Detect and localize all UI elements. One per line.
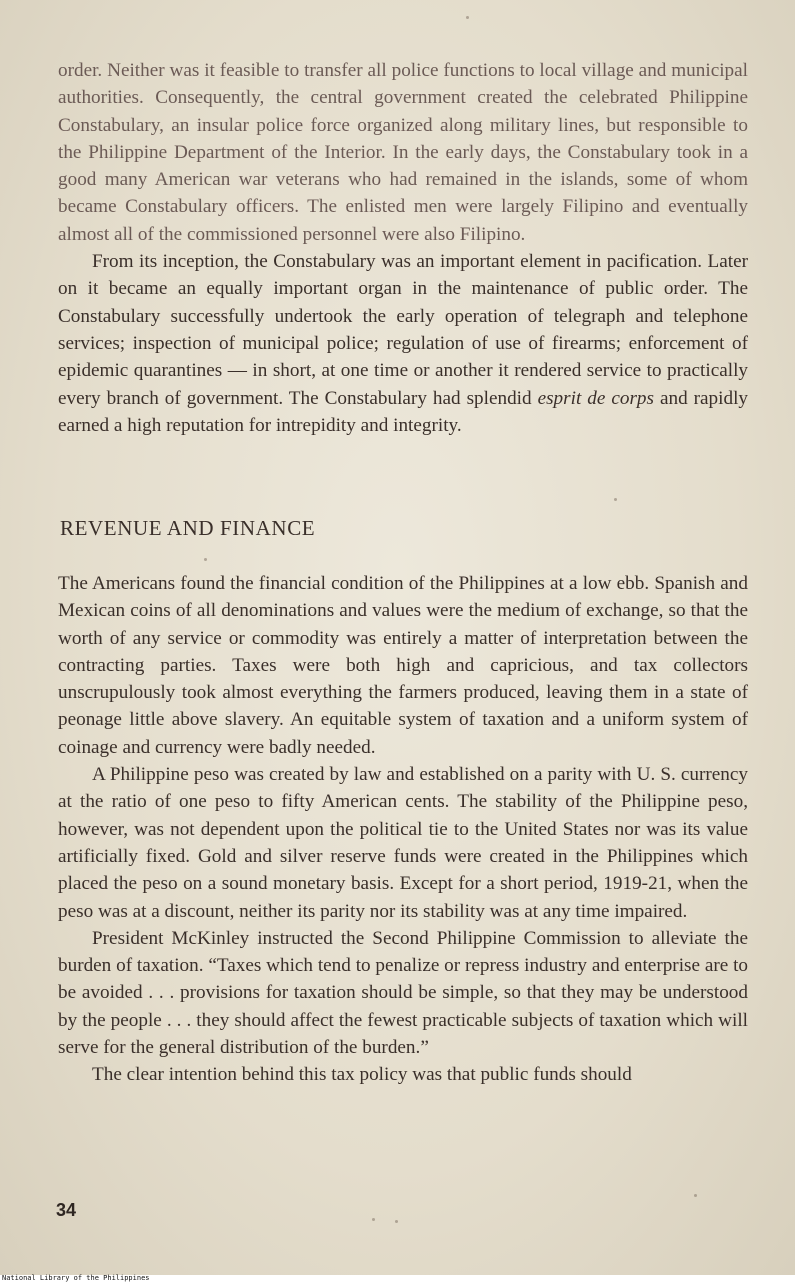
paragraph-continued: order. Neither was it feasible to transfer all police functions to local village and municipal authorities. Consequently, the central government created the celebrated Philippine Constabulary, an insular police force organized along military lines, but responsible to the Philippine Department of the Interior. In the early days, the Constabulary took in a good many American war veterans who had remained in the islands, some of whom became Constabulary officers. The enlisted men were largely Filipino and eventually almost all of the commissioned personnel were also Filipino.	[58, 60, 748, 245]
paragraph-tax-policy: The clear intention behind this tax policy was that public funds should	[92, 1064, 632, 1086]
paper-speck	[204, 558, 207, 561]
text-block-lower	[58, 570, 748, 1089]
italic-phrase: esprit de corps	[537, 387, 654, 409]
paragraph-peso: A Philippine peso was created by law and established on a parity with U. S. currency at the ratio of one peso to fifty American cents. The stability of the Philippine peso, however, was not dependent upon the political tie to the United States nor was its value artificially fixed. Gold and silver reserve funds were created in the Philippines which placed the peso on a sound monetary basis. Except for a short period, 1919-21, when the peso was at a discount, neither its parity nor its stability was at any time impaired.	[58, 764, 748, 922]
paragraph-constabulary-text: From its inception, the Constabulary was an important element in pacification. Later on it became an equally important organ in the maintenance of public order. The Constabulary successfully undertook the early operation of telegraph and telephone services; inspection of municipal police; regulation of use of firearms; enforcement of epidemic quarantines — in short, at one time or another it rendered service to practically every branch of government. The Constabulary had splendid	[58, 251, 748, 409]
paragraph-mckinley: President McKinley instructed the Second Philippine Commission to alleviate the burden of taxation. “Taxes which tend to penalize or repress industry and enterprise are to be avoided . . . provisions for taxation should be simple, so that they may be understood by the people . . . they should affect the fewest practicable subjects of taxation which will serve for the general distribution of the burden.”	[58, 927, 748, 1059]
paper-speck	[372, 1218, 375, 1221]
paper-speck	[466, 16, 469, 19]
paragraph-constabulary	[58, 248, 748, 439]
section-heading: REVENUE AND FINANCE	[60, 516, 316, 540]
paper-speck	[694, 1194, 697, 1197]
text-block-upper	[58, 57, 748, 439]
paragraph-financial-condition: The Americans found the financial condition of the Philippines at a low ebb. Spanish and Mexican coins of all denominations and values were the medium of exchange, so that the worth of any service or commodity was entirely a matter of interpretation between the contracting parties. Taxes were both high and capricious, and tax collectors unscrupulously took almost everything the farmers produced, leaving them in a state of peonage little above slavery. An equitable system of taxation and a uniform system of coinage and currency were badly needed.	[58, 573, 748, 758]
page-number: 34	[56, 1200, 77, 1220]
library-credit: National Library of the Philippines	[2, 1274, 150, 1282]
paper-speck	[395, 1220, 398, 1223]
paragraph-constabulary-end: and rapidly earned a high reputation for intrepidity and integrity.	[58, 387, 748, 436]
paper-speck	[614, 498, 617, 501]
